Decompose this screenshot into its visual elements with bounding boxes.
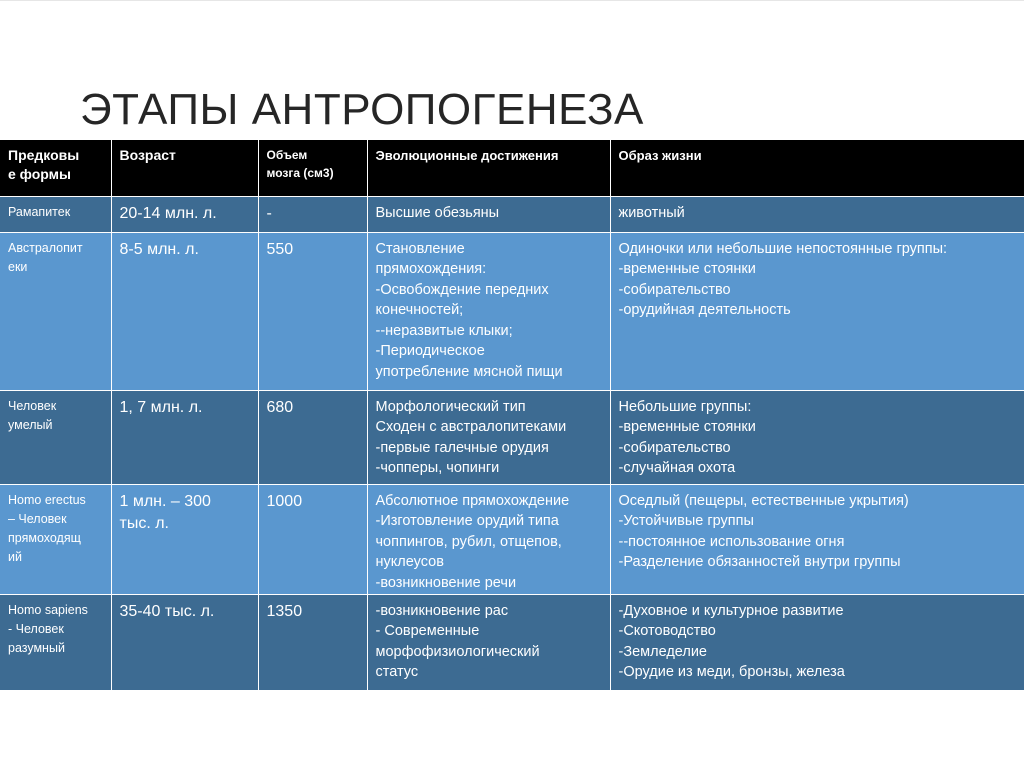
cell-volume: 680 — [258, 390, 367, 484]
cell-line: Высшие обезьяны — [375, 204, 500, 221]
cell-line: Homo erectus — [8, 492, 86, 507]
cell-line: – Человек — [8, 511, 67, 526]
header-age: Возраст — [111, 140, 258, 196]
cell-line: -Скотоводство — [618, 623, 716, 639]
cell-line: -Земледелие — [618, 643, 707, 660]
cell-achievements — [367, 232, 610, 390]
cell-line: - Человек — [8, 621, 64, 636]
cell-line: Рамапитек — [8, 204, 71, 219]
header-volume-line: Объем — [266, 148, 308, 162]
cell-form — [0, 232, 111, 390]
cell-form — [0, 196, 111, 232]
cell-lifestyle — [610, 196, 1024, 232]
cell-line: -орудийная деятельность — [618, 302, 791, 318]
cell-line: -Духовное и культурное развитие — [618, 602, 844, 619]
cell-line: Homo sapiens — [8, 602, 88, 617]
cell-volume: 1350 — [258, 594, 367, 690]
cell-line: -собирательство — [618, 281, 731, 298]
cell-line: - Современные — [375, 623, 480, 639]
cell-line: Морфологический тип — [375, 398, 526, 415]
table-row — [0, 390, 1024, 484]
cell-achievements — [367, 484, 610, 594]
table-row — [0, 196, 1024, 232]
cell-volume: - — [258, 196, 367, 232]
cell-line: -Разделение обязанностей внутри группы — [618, 554, 901, 570]
cell-line: прямохождения: — [375, 261, 487, 277]
cell-line: Человек — [8, 398, 57, 413]
cell-line: морфофизиологический — [375, 643, 540, 660]
cell-volume: 550 — [258, 232, 367, 390]
cell-line: -Периодическое — [375, 343, 485, 359]
cell-line: -Устойчивые группы — [618, 513, 754, 529]
cell-line: Абсолютное прямохождение — [375, 492, 570, 509]
cell-line: Австралопит — [8, 240, 83, 255]
header-forms — [0, 140, 111, 196]
cell-line: -возникновение речи — [375, 574, 517, 591]
cell-line: разумный — [8, 640, 65, 655]
cell-lifestyle — [610, 484, 1024, 594]
header-achievements: Эволюционные достижения — [367, 140, 610, 196]
header-volume-line: мозга (см3) — [266, 166, 334, 180]
cell-achievements — [367, 196, 610, 232]
header-forms-line: Предковы — [8, 147, 80, 163]
cell-line: -собирательство — [618, 439, 731, 456]
cell-line: Становление — [375, 240, 465, 257]
cell-form — [0, 594, 111, 690]
cell-line: --постоянное использование огня — [618, 533, 845, 550]
cell-age — [111, 390, 258, 484]
cell-lifestyle — [610, 390, 1024, 484]
table-row — [0, 232, 1024, 390]
cell-line: -Освобождение передних — [375, 281, 549, 298]
cell-line: 20-14 млн. л. — [119, 204, 217, 222]
header-brain-volume — [258, 140, 367, 196]
cell-achievements — [367, 594, 610, 690]
cell-line: прямоходящ — [8, 530, 81, 545]
cell-line: 35-40 тыс. л. — [119, 602, 215, 620]
header-lifestyle: Образ жизни — [610, 140, 1024, 196]
table-row — [0, 484, 1024, 594]
cell-volume: 1000 — [258, 484, 367, 594]
cell-line: Оседлый (пещеры, естественные укрытия) — [618, 492, 909, 509]
cell-line: -временные стоянки — [618, 261, 756, 277]
cell-line: -случайная охота — [618, 460, 736, 476]
cell-line: 1, 7 млн. л. — [119, 398, 203, 416]
slide-title: ЭТАПЫ АНТРОПОГЕНЕЗА — [80, 85, 644, 134]
cell-line: -первые галечные орудия — [375, 439, 549, 456]
cell-line: тыс. л. — [119, 514, 169, 532]
header-forms-line: е формы — [8, 166, 71, 182]
cell-line: -Орудие из меди, бронзы, железа — [618, 664, 845, 680]
cell-line: Одиночки или небольшие непостоянные группы: — [618, 240, 948, 257]
cell-line: употребление мясной пищи — [375, 363, 563, 380]
cell-lifestyle — [610, 232, 1024, 390]
cell-line: -чопперы, чопинги — [375, 460, 500, 476]
cell-line: --неразвитые клыки; — [375, 322, 513, 339]
cell-line: ий — [8, 549, 22, 564]
cell-line: еки — [8, 259, 28, 274]
cell-lifestyle — [610, 594, 1024, 690]
cell-age — [111, 484, 258, 594]
cell-line: чоппингов, рубил, отщепов, — [375, 533, 562, 550]
cell-line: -Изготовление орудий типа — [375, 513, 559, 529]
cell-form — [0, 484, 111, 594]
cell-line: -временные стоянки — [618, 419, 756, 435]
cell-age — [111, 196, 258, 232]
cell-age — [111, 594, 258, 690]
cell-line: 1 млн. – 300 — [119, 492, 211, 510]
cell-line: Сходен с австралопитеками — [375, 419, 567, 435]
cell-line: животный — [618, 204, 685, 221]
table-header-row — [0, 140, 1024, 196]
cell-line: нуклеусов — [375, 554, 444, 570]
cell-achievements — [367, 390, 610, 484]
table-row — [0, 594, 1024, 690]
cell-line: Небольшие группы: — [618, 398, 752, 415]
cell-line: умелый — [8, 417, 53, 432]
cell-line: конечностей; — [375, 302, 464, 318]
cell-form — [0, 390, 111, 484]
cell-age — [111, 232, 258, 390]
cell-line: статус — [375, 664, 419, 680]
cell-line: 8-5 млн. л. — [119, 240, 199, 258]
anthropogenesis-table — [0, 140, 1024, 690]
top-border-line — [0, 0, 1024, 1]
cell-line: -возникновение рас — [375, 602, 509, 619]
